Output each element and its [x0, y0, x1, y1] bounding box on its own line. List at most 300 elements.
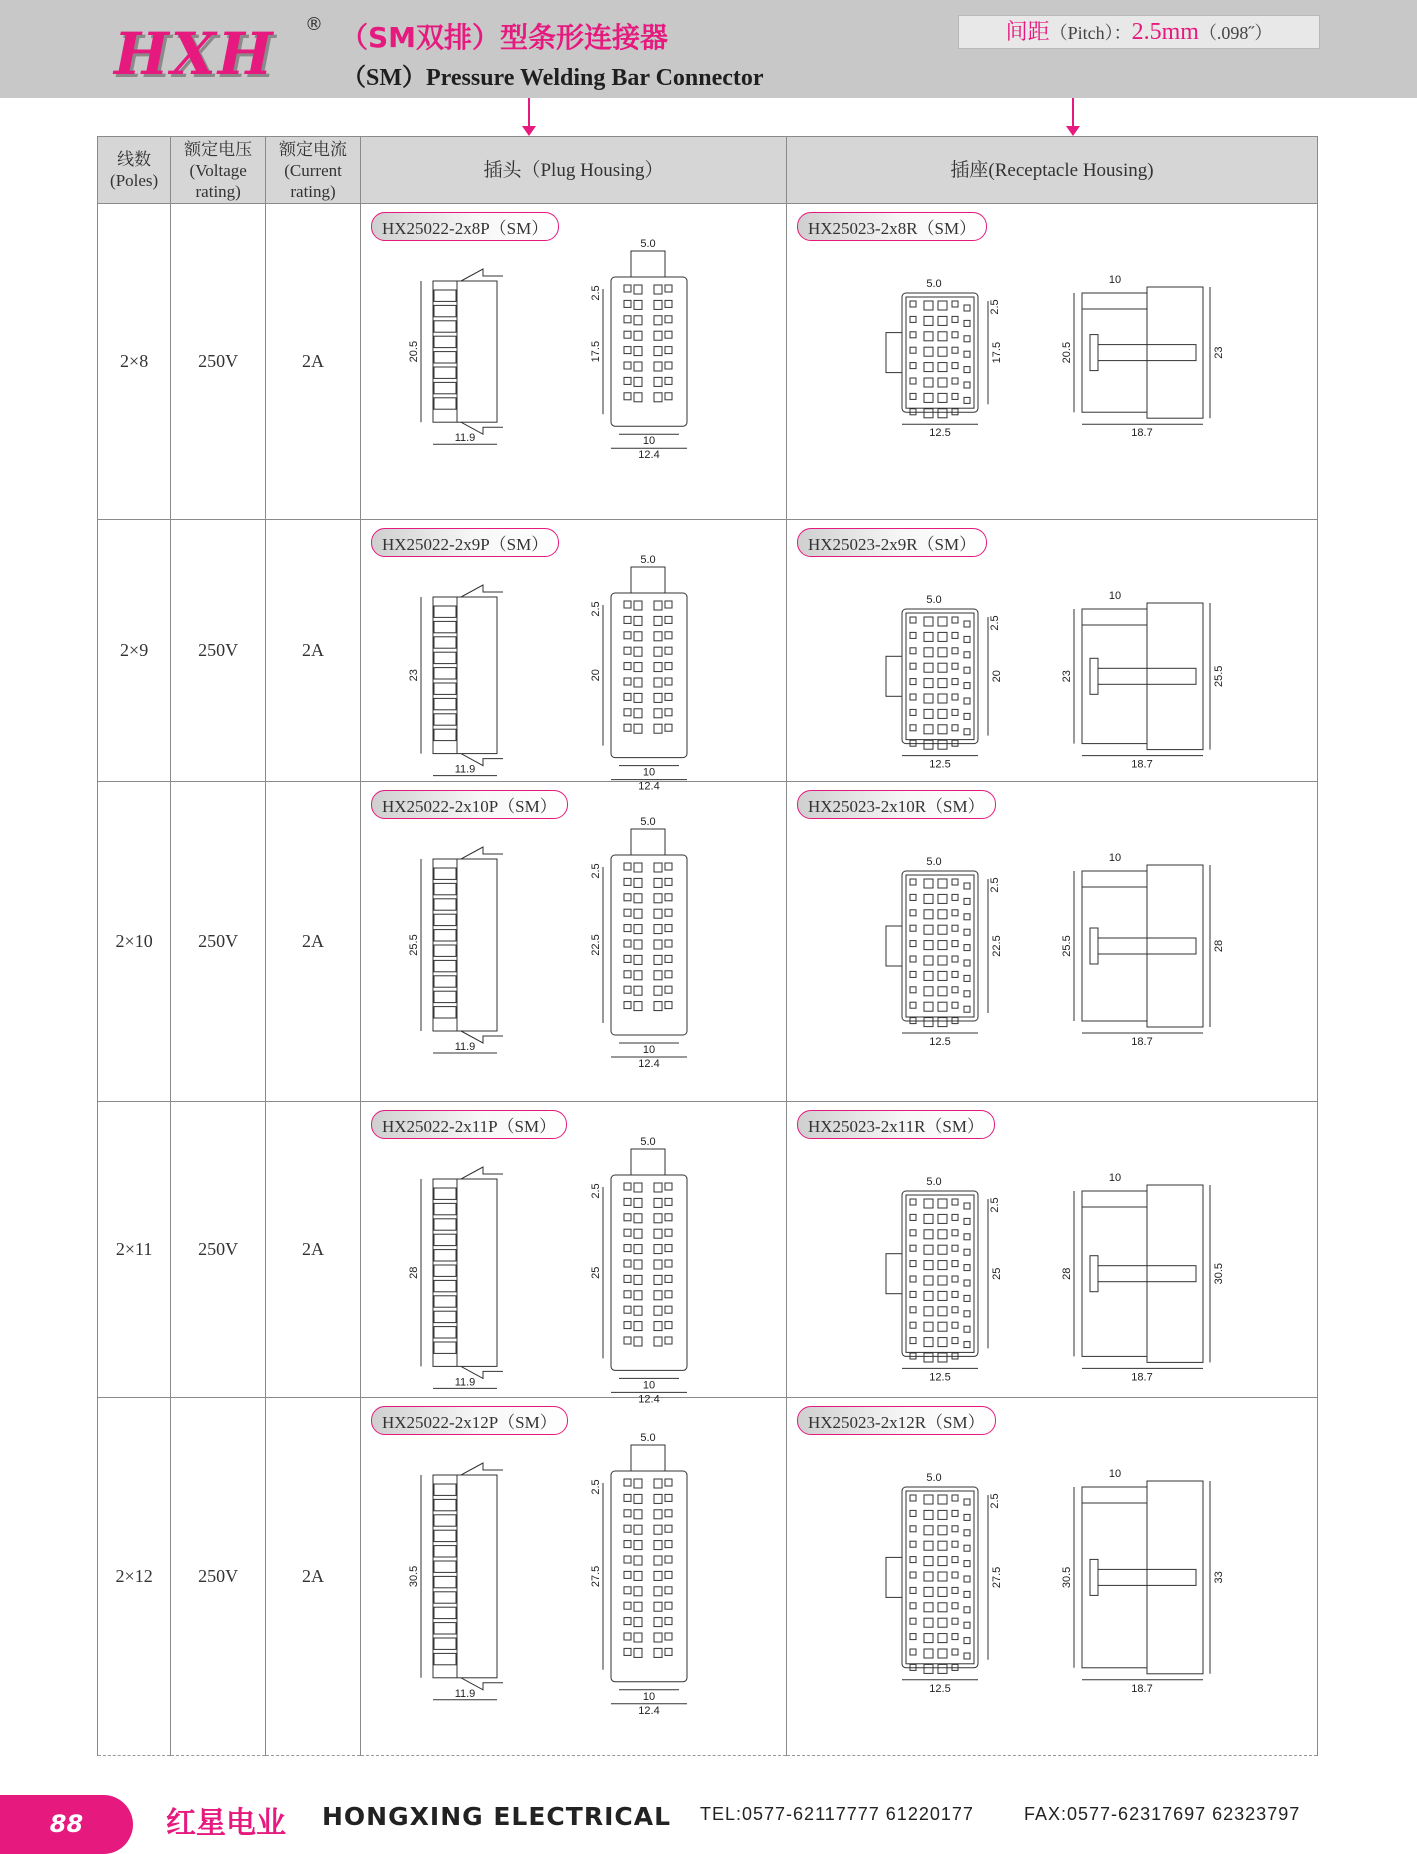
receptacle-pin-cell [964, 1311, 970, 1317]
plug-pin-cell [634, 663, 642, 672]
plug-pin-cell [654, 1618, 662, 1627]
receptacle-pin-cell [924, 1230, 933, 1239]
receptacle-pin-cell [924, 694, 933, 703]
plug-pitch-label: 5.0 [640, 1136, 656, 1148]
receptacle-pin-cell [952, 1199, 958, 1205]
receptacle-pitch-label: 5.0 [926, 278, 942, 290]
plug-pin-cell [654, 300, 662, 309]
receptacle-pin-cell [952, 1230, 958, 1236]
plug-pin-cell [634, 1541, 642, 1550]
plug-side-height-label: 23 [407, 669, 420, 682]
plug-side-slot [434, 1342, 456, 1353]
receptacle-side-body [1082, 293, 1147, 412]
plug-outer-width-label: 12.4 [638, 449, 660, 462]
receptacle-cell [786, 782, 1317, 1102]
plug-front-body [611, 1175, 687, 1370]
receptacle-pin-cell [910, 709, 916, 715]
table-row [98, 782, 1318, 1102]
plug-pin-cell [634, 647, 642, 656]
receptacle-pin-cell [952, 1245, 958, 1251]
receptacle-side-body [1147, 865, 1203, 1027]
receptacle-pin-cell [938, 894, 947, 903]
receptacle-cell [786, 520, 1317, 782]
receptacle-drawing [787, 1139, 1317, 1391]
plug-pin-cell [624, 632, 631, 639]
plug-pin-cell [665, 693, 672, 700]
receptacle-pin-cell [952, 971, 958, 977]
plug-side-slot [434, 1546, 456, 1557]
plug-latch-top-icon [461, 1167, 503, 1179]
plug-pin-cell [624, 1291, 631, 1298]
table-row [98, 1102, 1318, 1398]
plug-side-slot [434, 336, 456, 347]
plug-side-slot [434, 382, 456, 393]
receptacle-pin-cell [910, 1307, 916, 1313]
plug-pin-cell [634, 347, 642, 356]
receptacle-pin-cell [910, 1587, 916, 1593]
table-row [98, 520, 1318, 782]
receptacle-side-body [1082, 1191, 1147, 1356]
plug-pin-cell [624, 316, 631, 323]
plug-pin-cell [665, 971, 672, 978]
plug-pin-cell [654, 331, 662, 340]
receptacle-pin-cell [952, 1634, 958, 1640]
receptacle-pin-cell [910, 301, 916, 307]
receptacle-pin-cell [952, 1002, 958, 1008]
receptacle-pin-cell [938, 1338, 947, 1347]
plug-side-slot [434, 976, 456, 987]
plug-pin-cell [624, 909, 631, 916]
plug-pin-cell [665, 1494, 672, 1501]
plug-pin-cell [624, 1556, 631, 1563]
receptacle-pin-cell [938, 617, 947, 626]
plug-pin-cell [624, 1618, 631, 1625]
receptacle-pin-cell [938, 378, 947, 387]
plug-pin-cell [665, 1322, 672, 1329]
plug-pin-cell [634, 300, 642, 309]
receptacle-pin-cell [938, 1199, 947, 1208]
plug-side-slot [434, 1007, 456, 1018]
receptacle-part-number: HX25023-2x12R（SM） [797, 1406, 996, 1435]
plug-side-slot [434, 1203, 456, 1214]
plug-pin-cell [634, 1322, 642, 1331]
receptacle-side-width-label: 18.7 [1131, 1371, 1153, 1384]
receptacle-pin-cell [910, 363, 916, 369]
receptacle-side-body [1147, 603, 1203, 750]
receptacle-pin-cell [910, 1649, 916, 1655]
receptacle-pin-cell [924, 709, 933, 718]
plug-side-slot [434, 652, 456, 663]
plug-pin-cell [634, 1306, 642, 1315]
receptacle-pin-cell [938, 409, 947, 418]
receptacle-pin-cell [924, 910, 933, 919]
receptacle-pin-cell [924, 347, 933, 356]
plug-pin-cell [665, 1556, 672, 1563]
plug-pin-cell [654, 1002, 662, 1011]
receptacle-pin-cell [964, 382, 970, 388]
receptacle-pin-cell [964, 883, 970, 889]
receptacle-pin-cell [938, 694, 947, 703]
title-english: （SM）Pressure Welding Bar Connector [342, 65, 764, 91]
plug-pin-cell [624, 1479, 631, 1486]
receptacle-pin-cell [938, 1495, 947, 1504]
plug-pin-cell [654, 878, 662, 887]
plug-pin-cell [624, 1633, 631, 1640]
receptacle-pin-cell [910, 971, 916, 977]
receptacle-side-inner-label: 25.5 [1060, 935, 1073, 957]
receptacle-pin-cell [964, 1342, 970, 1348]
receptacle-pin-cell [964, 1234, 970, 1240]
receptacle-pin-cell [952, 301, 958, 307]
receptacle-pin-cell [910, 347, 916, 353]
receptacle-pin-cell [964, 914, 970, 920]
plug-pin-cell [654, 1275, 662, 1284]
plug-latch-top-icon [461, 847, 503, 859]
plug-pin-cell [665, 894, 672, 901]
poles-cell: 2×11 [98, 1102, 171, 1398]
plug-pin-cell [634, 1002, 642, 1011]
telephone: TEL:0577-62117777 61220177 [700, 1804, 974, 1824]
receptacle-pin-cell [924, 316, 933, 325]
receptacle-side-slot [1090, 1559, 1098, 1595]
header-voltage: 额定电压 (Voltage rating) [171, 137, 266, 204]
receptacle-pin-cell [924, 1664, 933, 1673]
receptacle-pin-cell [952, 941, 958, 947]
plug-side-width-label: 11.9 [454, 763, 476, 776]
plug-pin-cell [624, 647, 631, 654]
plug-side-slot [434, 1311, 456, 1322]
receptacle-pin-cell [964, 336, 970, 342]
receptacle-pin-cell [964, 1218, 970, 1224]
plug-pin-cell [624, 1525, 631, 1532]
receptacle-pin-cell [924, 1353, 933, 1362]
plug-pin-cell [665, 362, 672, 369]
plug-side-slot [434, 1623, 456, 1634]
plug-pin-cell [665, 1002, 672, 1009]
receptacle-pin-cell [924, 617, 933, 626]
receptacle-pin-cell [938, 740, 947, 749]
plug-pin-cell [624, 724, 631, 731]
poles-cell: 2×9 [98, 520, 171, 782]
receptacle-pin-cell [938, 1245, 947, 1254]
receptacle-latch [886, 333, 902, 373]
receptacle-pin-cell [952, 1603, 958, 1609]
plug-front-key [631, 567, 665, 593]
plug-pin-cell [665, 331, 672, 338]
plug-side-slot [434, 899, 456, 910]
plug-pin-cell [634, 955, 642, 964]
receptacle-pin-cell [952, 1291, 958, 1297]
plug-pin-cell [624, 1322, 631, 1329]
plug-side-width-label: 11.9 [454, 1041, 476, 1053]
receptacle-pin-cell [952, 709, 958, 715]
receptacle-pin-cell [924, 1018, 933, 1027]
receptacle-pin-cell [910, 1557, 916, 1563]
table-row [98, 204, 1318, 520]
plug-latch-top-icon [461, 269, 503, 281]
receptacle-pin-cell [952, 694, 958, 700]
receptacle-pin-cell [964, 1622, 970, 1628]
plug-pin-cell [634, 616, 642, 625]
receptacle-pin-cell [964, 1653, 970, 1659]
receptacle-pin-cell [938, 1649, 947, 1658]
receptacle-pin-cell [964, 945, 970, 951]
receptacle-pin-cell [938, 1587, 947, 1596]
plug-side-height-label: 20.5 [407, 340, 420, 363]
receptacle-pin-cell [924, 378, 933, 387]
plug-front-height-label: 25 [589, 1266, 602, 1279]
receptacle-pin-cell [938, 393, 947, 402]
plug-pin-cell [665, 678, 672, 685]
plug-side-slot [434, 1234, 456, 1245]
receptacle-arrow-icon [1072, 98, 1074, 128]
receptacle-pin-cell [964, 729, 970, 735]
receptacle-pin-cell [964, 636, 970, 642]
plug-pin-cell [624, 1229, 631, 1236]
plug-pin-cell [654, 601, 662, 610]
plug-pin-cell [665, 986, 672, 993]
poles-cell: 2×8 [98, 204, 171, 520]
plug-side-slot [434, 1265, 456, 1276]
receptacle-pin-cell [924, 1634, 933, 1643]
plug-side-slot [434, 1219, 456, 1230]
receptacle-height-label: 22.5 [990, 935, 1003, 957]
plug-part-number: HX25022-2x12P（SM） [371, 1406, 568, 1435]
receptacle-pin-cell [910, 632, 916, 638]
plug-pin-cell [624, 1183, 631, 1190]
plug-side-slot [434, 714, 456, 725]
plug-pin-cell [665, 1198, 672, 1205]
plug-pin-cell [665, 285, 672, 292]
receptacle-pin-cell [924, 1541, 933, 1550]
receptacle-pin-cell [924, 1307, 933, 1316]
plug-pin-cell [624, 300, 631, 307]
plug-side-slot [434, 621, 456, 632]
plug-pin-cell [665, 632, 672, 639]
plug-pin-cell [624, 285, 631, 292]
receptacle-pin-cell [964, 1326, 970, 1332]
receptacle-pin-cell [952, 679, 958, 685]
title-chinese: （SM双排）型条形连接器 [340, 21, 669, 54]
plug-pin-cell [665, 955, 672, 962]
plug-pin-cell [654, 1510, 662, 1519]
company-name-english: HONGXING ELECTRICAL [322, 1802, 672, 1831]
plug-step-label: 2.5 [589, 285, 602, 301]
receptacle-pin-cell [952, 1338, 958, 1344]
plug-pin-cell [634, 316, 642, 325]
receptacle-pin-cell [964, 1280, 970, 1286]
receptacle-side-inner-label: 23 [1060, 670, 1073, 683]
plug-front-height-label: 20 [589, 669, 602, 682]
receptacle-side-body [1147, 1185, 1203, 1362]
plug-pin-cell [634, 1245, 642, 1254]
receptacle-side-outer-label: 33 [1212, 1571, 1225, 1584]
plug-drawing [361, 816, 786, 1095]
receptacle-pin-cell [952, 363, 958, 369]
receptacle-pin-cell [924, 1261, 933, 1270]
plug-drawing [361, 238, 786, 511]
current-cell: 2A [266, 520, 361, 782]
receptacle-pin-cell [964, 1006, 970, 1012]
voltage-cell: 250V [171, 204, 266, 520]
plug-pin-cell [665, 1291, 672, 1298]
plug-pin-cell [634, 1291, 642, 1300]
plug-pin-cell [624, 1198, 631, 1205]
receptacle-pin-cell [910, 941, 916, 947]
receptacle-pin-cell [910, 894, 916, 900]
header-plug: 插头（Plug Housing） [360, 137, 786, 204]
plug-pin-cell [624, 1648, 631, 1655]
plug-part-number: HX25022-2x11P（SM） [371, 1110, 567, 1139]
receptacle-pin-cell [924, 363, 933, 372]
plug-pin-cell [634, 1633, 642, 1642]
plug-pin-cell [665, 1602, 672, 1609]
plug-front-height-label: 17.5 [589, 340, 602, 363]
plug-pin-cell [634, 724, 642, 733]
receptacle-pin-cell [938, 709, 947, 718]
plug-pin-cell [624, 925, 631, 932]
plug-pin-cell [624, 663, 631, 670]
receptacle-side-width-label: 18.7 [1131, 427, 1153, 440]
receptacle-pin-cell [952, 1510, 958, 1516]
plug-side-slot [434, 930, 456, 941]
plug-pin-cell [654, 971, 662, 980]
plug-drawing [361, 1136, 786, 1406]
receptacle-pin-cell [938, 1603, 947, 1612]
plug-step-label: 2.5 [589, 1479, 602, 1495]
plug-pin-cell [665, 1633, 672, 1640]
plug-pin-cell [624, 1510, 631, 1517]
receptacle-step-label: 2.5 [988, 1493, 1001, 1509]
poles-cell: 2×12 [98, 1398, 171, 1756]
receptacle-pin-cell [924, 1338, 933, 1347]
receptacle-drawing [787, 819, 1317, 1095]
plug-side-slot [434, 1250, 456, 1261]
plug-pin-cell [634, 1275, 642, 1284]
plug-pin-cell [665, 1245, 672, 1252]
plug-pin-cell [624, 678, 631, 685]
receptacle-pin-cell [910, 378, 916, 384]
plug-side-height-label: 25.5 [407, 934, 420, 956]
receptacle-pin-cell [952, 316, 958, 322]
receptacle-pin-cell [938, 1276, 947, 1285]
receptacle-step-label: 2.5 [988, 877, 1001, 893]
plug-pin-cell [654, 1322, 662, 1331]
plug-side-slot [434, 398, 456, 409]
plug-pin-cell [665, 1510, 672, 1517]
receptacle-pin-cell [910, 1322, 916, 1328]
plug-pin-cell [624, 1587, 631, 1594]
receptacle-pin-cell [938, 925, 947, 934]
plug-pin-cell [634, 1510, 642, 1519]
poles-cell: 2×10 [98, 782, 171, 1102]
plug-side-width-label: 11.9 [454, 1376, 476, 1389]
plug-step-label: 2.5 [589, 1183, 602, 1199]
receptacle-pin-cell [964, 1295, 970, 1301]
plug-step-label: 2.5 [589, 863, 602, 879]
receptacle-pin-cell [924, 648, 933, 657]
plug-pin-cell [634, 909, 642, 918]
plug-pin-cell [624, 1571, 631, 1578]
receptacle-side-body [1082, 871, 1147, 1021]
receptacle-pin-cell [910, 925, 916, 931]
receptacle-side-body [1147, 287, 1203, 418]
receptacle-width-label: 12.5 [929, 1371, 951, 1384]
receptacle-width-label: 12.5 [929, 758, 951, 771]
receptacle-cell [786, 204, 1317, 520]
pitch-en: （Pitch）： [1049, 23, 1132, 43]
receptacle-pin-cell [964, 929, 970, 935]
plug-side-slot [434, 352, 456, 363]
plug-side-slot [434, 321, 456, 332]
plug-side-slot [434, 991, 456, 1002]
current-cell: 2A [266, 204, 361, 520]
receptacle-pin-cell [964, 1499, 970, 1505]
current-cell: 2A [266, 1102, 361, 1398]
receptacle-latch [886, 926, 902, 966]
receptacle-pin-cell [952, 1322, 958, 1328]
plug-pin-cell [634, 986, 642, 995]
receptacle-drawing [787, 557, 1317, 777]
receptacle-side-outer-label: 23 [1212, 346, 1225, 359]
plug-pin-cell [654, 285, 662, 294]
receptacle-pin-cell [938, 1526, 947, 1535]
plug-pin-cell [634, 1198, 642, 1207]
receptacle-side-slot [1090, 928, 1098, 964]
receptacle-pin-cell [952, 1541, 958, 1547]
receptacle-pin-cell [938, 1557, 947, 1566]
receptacle-pin-cell [964, 1607, 970, 1613]
receptacle-side-body [1082, 1487, 1147, 1668]
receptacle-pitch-label: 5.0 [926, 594, 942, 606]
receptacle-side-outer-label: 28 [1212, 939, 1225, 953]
receptacle-pin-cell [952, 648, 958, 654]
plug-pitch-label: 5.0 [640, 816, 656, 828]
plug-inner-width-label: 10 [642, 1379, 656, 1392]
receptacle-latch [886, 656, 902, 696]
plug-pin-cell [624, 377, 631, 384]
plug-pin-cell [654, 1494, 662, 1503]
receptacle-side-slot [1090, 658, 1098, 694]
plug-side-slot [434, 637, 456, 648]
receptacle-height-label: 20 [990, 670, 1003, 683]
voltage-cell: 250V [171, 1398, 266, 1756]
receptacle-pitch-label: 5.0 [926, 856, 942, 868]
plug-pin-cell [654, 1571, 662, 1580]
plug-pin-cell [654, 1648, 662, 1657]
plug-pin-cell [634, 1494, 642, 1503]
plug-pin-cell [624, 616, 631, 623]
plug-pin-cell [654, 647, 662, 656]
receptacle-pin-cell [938, 332, 947, 341]
plug-cell [360, 204, 786, 520]
receptacle-pin-cell [938, 1291, 947, 1300]
receptacle-pin-cell [924, 894, 933, 903]
plug-pin-cell [665, 709, 672, 716]
receptacle-pin-cell [952, 1261, 958, 1267]
plug-pin-cell [634, 601, 642, 610]
receptacle-height-label: 25 [990, 1267, 1003, 1280]
plug-pin-cell [624, 986, 631, 993]
plug-side-slot [434, 1515, 456, 1526]
receptacle-pin-cell [910, 956, 916, 962]
receptacle-pin-cell [964, 621, 970, 627]
receptacle-pin-cell [924, 725, 933, 734]
plug-step-label: 2.5 [589, 601, 602, 617]
plug-cell [360, 1398, 786, 1756]
plug-part-number: HX25022-2x8P（SM） [371, 212, 559, 241]
receptacle-step-label: 2.5 [988, 299, 1001, 315]
